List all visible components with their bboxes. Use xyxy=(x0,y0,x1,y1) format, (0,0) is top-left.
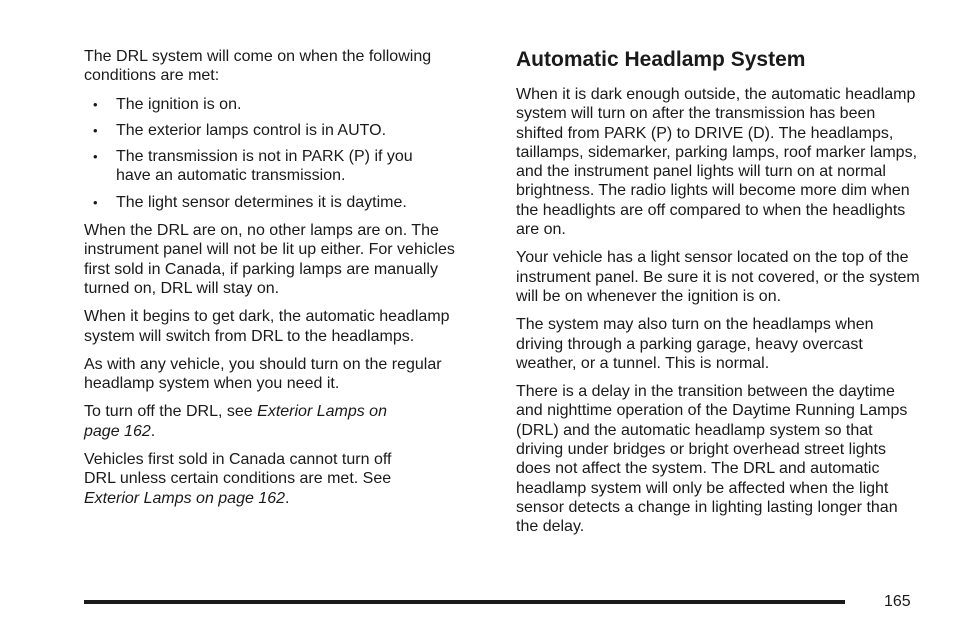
drl-paragraph-3: As with any vehicle, you should turn on the regular headlamp system when you need it. xyxy=(84,355,442,393)
list-item xyxy=(84,193,484,212)
drl-conditions-list xyxy=(84,95,484,212)
list-item-text: The exterior lamps control is in AUTO. xyxy=(116,121,387,139)
bullet-icon: • xyxy=(93,194,98,210)
footer-rule xyxy=(84,600,845,604)
page-number: 165 xyxy=(884,593,911,610)
bullet-icon: • xyxy=(93,122,98,138)
bullet-icon: • xyxy=(93,149,98,165)
headlamp-paragraph-4: There is a delay in the transition between the daytime and nighttime operation of the Daytime Running Lamps (DRL) and the automatic headlamp system so that driving under bridges or bright overhead street lights does not affect the system. The DRL and automatic headlamp system will only be affected when the light sensor detects a change in lighting lasting longer than the delay. xyxy=(516,383,908,536)
headlamp-paragraph-3: The system may also turn on the headlamps when driving through a parking garage, heavy overcast weather, or a tunnel. This is normal. xyxy=(516,316,874,372)
list-item xyxy=(84,95,484,114)
drl-paragraph-1: When the DRL are on, no other lamps are on. The instrument panel will not be lit up either. For vehicles first sold in Canada, if parking lamps are manually turned on, DRL will stay on. xyxy=(84,222,455,297)
list-item xyxy=(84,147,484,186)
list-item xyxy=(84,121,484,140)
section-heading: Automatic Headlamp System xyxy=(516,48,806,71)
list-item-text: The transmission is not in PARK (P) if you have an automatic transmission. xyxy=(116,148,413,185)
list-item-text: The light sensor determines it is daytime. xyxy=(116,193,407,211)
headlamp-paragraph-1: When it is dark enough outside, the automatic headlamp system will turn on after the transmission has been shifted from PARK (P) to DRIVE (D). The headlamps, taillamps, sidemarker, parking lamps, roof marker lamps, and the instrument panel lights will turn on at normal brightness. The radio lights will become more dim when the headlights are off compared to when the headlights are on. xyxy=(516,86,918,239)
paragraph-text: To turn off the DRL, see xyxy=(84,403,258,421)
bullet-icon: • xyxy=(93,96,98,112)
drl-paragraph-2: When it begins to get dark, the automatic headlamp system will switch from DRL to the headlamps. xyxy=(84,308,450,345)
right-column xyxy=(516,47,920,546)
paragraph-end: . xyxy=(285,489,290,507)
paragraph-end: . xyxy=(150,422,156,440)
drl-paragraph-4 xyxy=(84,402,414,441)
cross-reference-link[interactable]: Exterior Lamps on page 162 xyxy=(84,489,286,507)
left-column xyxy=(84,47,484,517)
list-item-text: The ignition is on. xyxy=(116,95,242,113)
drl-intro: The DRL system will come on when the following conditions are met: xyxy=(84,48,432,85)
cross-reference-link[interactable]: Exterior Lamps on page 162 xyxy=(84,403,387,440)
drl-paragraph-5 xyxy=(84,450,424,508)
paragraph-text: Vehicles first sold in Canada cannot turn off DRL unless certain conditions are met. See xyxy=(84,451,392,488)
headlamp-paragraph-2: Your vehicle has a light sensor located on the top of the instrument panel. Be sure it is not covered, or the system will be on whenever the ignition is on. xyxy=(516,249,920,305)
